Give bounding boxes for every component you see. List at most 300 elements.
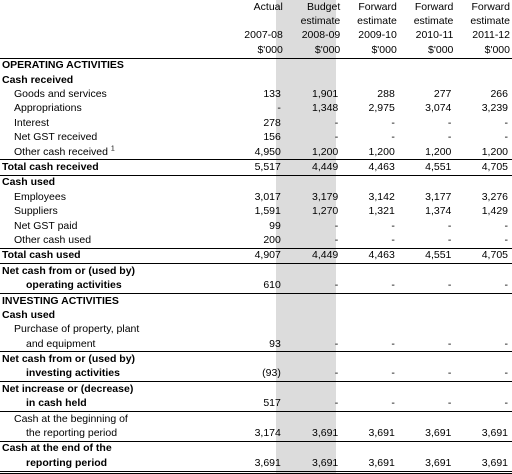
header-label-cell — [0, 43, 228, 58]
value-text: - — [277, 102, 281, 115]
value-cell — [228, 352, 284, 367]
value-cell — [342, 426, 399, 441]
row-label-text: Appropriations — [14, 102, 82, 115]
table-row — [0, 175, 512, 190]
value-cell — [228, 382, 284, 397]
value-text: - — [504, 131, 508, 144]
value-text: 3,691 — [311, 456, 339, 469]
value-text: 1,200 — [311, 145, 339, 158]
value-cell — [342, 116, 399, 130]
value-text: 99 — [269, 219, 281, 232]
value-text: 1,591 — [254, 205, 281, 218]
col-header-unit: $'000 — [399, 43, 456, 58]
table-row — [0, 145, 512, 160]
value-text: - — [334, 219, 339, 232]
value-cell — [455, 233, 512, 248]
value-cell — [455, 264, 512, 279]
value-cell — [399, 102, 456, 116]
table-row — [0, 308, 512, 322]
row-label — [0, 233, 228, 248]
value-cell — [342, 175, 399, 190]
value-text: - — [504, 397, 508, 410]
col-header-line2 — [228, 14, 284, 28]
table-row — [0, 73, 512, 87]
value-text: 4,449 — [311, 160, 339, 173]
col-header-unit: $'000 — [285, 43, 342, 58]
value-cell — [342, 131, 399, 145]
value-text: 1,348 — [311, 102, 339, 115]
row-label — [0, 352, 228, 367]
row-label-text: Cash received — [2, 73, 74, 86]
value-cell — [342, 264, 399, 279]
value-cell — [342, 233, 399, 248]
value-text: - — [447, 397, 452, 410]
header-label-cell — [0, 0, 228, 14]
value-text: - — [334, 116, 339, 129]
value-text: 3,691 — [368, 427, 395, 440]
value-cell — [399, 145, 456, 160]
value-text: 1,200 — [368, 145, 395, 158]
table-row — [0, 293, 512, 308]
row-label-text: Net increase or (decrease) — [2, 382, 134, 395]
value-cell — [342, 352, 399, 367]
value-cell — [285, 116, 342, 130]
value-text: 3,142 — [368, 190, 395, 203]
row-label — [0, 87, 228, 101]
value-text: - — [504, 279, 508, 292]
value-text: - — [447, 367, 452, 380]
table-row — [0, 116, 512, 130]
value-cell — [228, 441, 284, 456]
row-label — [0, 160, 228, 175]
row-label-text: investing activities — [26, 367, 120, 380]
table-row — [0, 352, 512, 367]
value-text: 4,907 — [254, 249, 281, 262]
value-cell — [285, 337, 342, 352]
header-label-cell — [0, 29, 228, 43]
value-cell — [285, 248, 342, 263]
value-cell — [285, 175, 342, 190]
row-label — [0, 323, 228, 337]
value-text: 517 — [263, 397, 281, 410]
value-text: - — [334, 279, 339, 292]
value-cell — [228, 308, 284, 322]
header-row-3 — [0, 29, 512, 43]
row-label — [0, 219, 228, 233]
row-label-text: reporting period — [26, 456, 108, 469]
value-text: 2,975 — [368, 102, 395, 115]
value-cell — [399, 248, 456, 263]
value-cell — [285, 204, 342, 218]
value-cell — [455, 367, 512, 382]
value-cell — [399, 308, 456, 322]
value-cell — [342, 204, 399, 218]
value-cell — [399, 426, 456, 441]
table-row — [0, 233, 512, 248]
table-row — [0, 337, 512, 352]
value-text: 610 — [263, 279, 281, 292]
col-header-year: 2010-11 — [415, 29, 454, 42]
table-row — [0, 160, 512, 175]
table-row — [0, 87, 512, 101]
value-cell — [285, 352, 342, 367]
value-cell — [399, 204, 456, 218]
value-text: - — [391, 233, 395, 246]
value-cell — [285, 87, 342, 101]
header-label-cell — [0, 14, 228, 28]
value-text: - — [447, 131, 452, 144]
value-cell — [228, 58, 284, 73]
row-label — [0, 248, 228, 263]
value-cell — [399, 116, 456, 130]
value-cell — [342, 219, 399, 233]
header-row-units — [0, 43, 512, 58]
value-text: 200 — [263, 233, 281, 246]
col-header-line2: estimate — [300, 15, 341, 28]
value-cell — [342, 367, 399, 382]
value-cell — [228, 73, 284, 87]
table-row — [0, 411, 512, 426]
value-text: 3,017 — [254, 190, 281, 203]
table-row — [0, 367, 512, 382]
row-label — [0, 102, 228, 116]
row-label-text: Purchase of property, plant — [14, 323, 140, 336]
value-cell — [399, 352, 456, 367]
table-row — [0, 278, 512, 293]
value-cell — [228, 426, 284, 441]
col-header-year: 2011-12 — [472, 29, 510, 42]
table-row — [0, 131, 512, 145]
value-text: - — [447, 279, 452, 292]
value-cell — [285, 367, 342, 382]
value-text: - — [504, 116, 508, 129]
value-cell — [455, 278, 512, 293]
table-row — [0, 397, 512, 412]
value-cell — [342, 441, 399, 456]
value-cell — [228, 264, 284, 279]
value-cell — [228, 278, 284, 293]
col-header-unit: $'000 — [455, 43, 512, 58]
value-text: - — [504, 233, 508, 246]
header-row-1 — [0, 0, 512, 14]
value-text: - — [391, 219, 395, 232]
value-cell — [228, 248, 284, 263]
value-text: - — [391, 279, 395, 292]
value-text: 133 — [263, 88, 281, 101]
table-row — [0, 204, 512, 218]
value-cell — [285, 102, 342, 116]
value-text: 1,200 — [425, 145, 452, 158]
value-cell — [285, 426, 342, 441]
value-text: 4,463 — [368, 249, 395, 262]
value-text: 156 — [263, 131, 281, 144]
value-cell — [228, 337, 284, 352]
row-label-text: Cash at the end of the — [2, 442, 112, 455]
row-label — [0, 264, 228, 279]
value-cell — [228, 367, 284, 382]
table-row — [0, 323, 512, 337]
value-text: - — [391, 367, 395, 380]
col-header-line2: estimate — [413, 15, 454, 28]
table-row — [0, 382, 512, 397]
row-label-text: Net cash from or (used by) — [2, 264, 136, 277]
row-label — [0, 308, 228, 322]
col-header-year: 2009-10 — [358, 29, 397, 42]
value-cell — [399, 411, 456, 426]
value-cell — [228, 397, 284, 412]
value-cell — [399, 397, 456, 412]
row-label — [0, 456, 228, 472]
value-text: 288 — [377, 88, 395, 101]
row-label — [0, 131, 228, 145]
value-text: - — [447, 337, 452, 350]
value-text: - — [447, 233, 452, 246]
value-cell — [285, 73, 342, 87]
row-label-text: Employees — [14, 190, 66, 203]
value-text: 3,691 — [425, 456, 452, 469]
value-cell — [285, 131, 342, 145]
value-cell — [285, 190, 342, 204]
value-text: 1,200 — [481, 145, 508, 158]
row-label-text: in cash held — [26, 397, 87, 410]
value-text: 4,463 — [368, 160, 395, 173]
value-cell — [399, 323, 456, 337]
value-cell — [228, 131, 284, 145]
value-cell — [285, 382, 342, 397]
value-cell — [399, 441, 456, 456]
value-text: 4,551 — [425, 249, 452, 262]
value-cell — [342, 397, 399, 412]
value-text: 4,551 — [425, 160, 452, 173]
value-cell — [455, 58, 512, 73]
value-cell — [285, 308, 342, 322]
table-row — [0, 102, 512, 116]
value-cell — [342, 323, 399, 337]
value-cell — [455, 102, 512, 116]
row-label-text: Interest — [14, 116, 50, 129]
value-cell — [455, 248, 512, 263]
value-cell — [228, 204, 284, 218]
value-text: 5,517 — [254, 160, 281, 173]
row-label-text: operating activities — [26, 279, 122, 292]
value-text: 1,901 — [311, 88, 339, 101]
value-cell — [342, 293, 399, 308]
value-text: - — [504, 219, 508, 232]
value-text: 3,174 — [254, 427, 281, 440]
value-cell — [399, 219, 456, 233]
value-cell — [342, 456, 399, 472]
value-cell — [342, 337, 399, 352]
row-label-text: Other cash received — [14, 145, 108, 158]
col-header-line2: estimate — [470, 15, 510, 28]
value-cell — [399, 264, 456, 279]
header-row-2 — [0, 14, 512, 28]
row-label — [0, 411, 228, 426]
value-cell — [399, 233, 456, 248]
value-cell — [399, 278, 456, 293]
value-cell — [342, 145, 399, 160]
value-cell — [342, 248, 399, 263]
value-cell — [228, 219, 284, 233]
value-cell — [399, 456, 456, 472]
row-label — [0, 73, 228, 87]
col-header-unit: $'000 — [342, 43, 399, 58]
row-label-text: Cash at the beginning of — [14, 412, 128, 425]
value-text: 3,691 — [254, 456, 281, 469]
col-header-line1: Forward — [471, 0, 510, 13]
value-text: 3,276 — [481, 190, 508, 203]
value-cell — [228, 102, 284, 116]
row-label-text: Net cash from or (used by) — [2, 353, 136, 366]
table-row — [0, 426, 512, 441]
value-text: 277 — [433, 88, 452, 101]
value-cell — [285, 323, 342, 337]
value-text: 4,449 — [311, 249, 339, 262]
value-text: 3,074 — [425, 102, 452, 115]
value-cell — [399, 73, 456, 87]
row-label-text: Total cash received — [2, 160, 99, 173]
row-label-text: Net GST received — [14, 131, 98, 144]
value-cell — [455, 382, 512, 397]
value-cell — [455, 73, 512, 87]
footnote-marker: 1 — [110, 145, 115, 153]
col-header-unit: $'000 — [228, 43, 284, 58]
col-header-line2: estimate — [357, 15, 397, 28]
value-cell — [342, 160, 399, 175]
row-label — [0, 278, 228, 293]
value-text: 3,691 — [481, 427, 508, 440]
value-text: 4,705 — [481, 160, 508, 173]
value-cell — [285, 441, 342, 456]
value-cell — [342, 190, 399, 204]
value-text: - — [334, 131, 339, 144]
col-header-year: 2007-08 — [244, 29, 283, 42]
value-cell — [455, 441, 512, 456]
row-label — [0, 58, 228, 73]
value-cell — [228, 293, 284, 308]
value-cell — [285, 397, 342, 412]
value-text: 4,705 — [481, 249, 508, 262]
value-cell — [455, 219, 512, 233]
value-text: - — [334, 233, 339, 246]
row-label-text: and equipment — [26, 337, 96, 350]
value-text: 1,374 — [425, 205, 452, 218]
value-cell — [228, 323, 284, 337]
value-text: 3,691 — [481, 456, 508, 469]
value-text: 266 — [490, 88, 508, 101]
value-cell — [399, 293, 456, 308]
value-cell — [285, 456, 342, 472]
value-cell — [285, 264, 342, 279]
value-cell — [455, 397, 512, 412]
value-cell — [455, 131, 512, 145]
row-label — [0, 367, 228, 382]
value-cell — [455, 323, 512, 337]
value-cell — [399, 337, 456, 352]
value-cell — [228, 456, 284, 472]
row-label — [0, 190, 228, 204]
row-label — [0, 293, 228, 308]
value-cell — [455, 352, 512, 367]
value-text: - — [391, 116, 395, 129]
row-label-text: INVESTING ACTIVITIES — [2, 294, 119, 307]
table-row — [0, 248, 512, 263]
value-text: 3,177 — [425, 190, 452, 203]
value-cell — [455, 190, 512, 204]
value-text: 3,691 — [368, 456, 395, 469]
value-cell — [399, 367, 456, 382]
value-text: 3,691 — [311, 427, 339, 440]
value-cell — [285, 160, 342, 175]
value-cell — [399, 131, 456, 145]
value-text: 3,179 — [311, 190, 339, 203]
value-cell — [228, 411, 284, 426]
value-text: - — [391, 131, 395, 144]
value-cell — [228, 175, 284, 190]
col-header-line1: Budget — [306, 0, 341, 13]
table-row — [0, 264, 512, 279]
value-text: - — [391, 337, 395, 350]
row-label-text: Cash used — [2, 176, 56, 189]
value-cell — [342, 73, 399, 87]
value-cell — [455, 308, 512, 322]
value-cell — [228, 233, 284, 248]
row-label — [0, 382, 228, 397]
value-text: - — [391, 397, 395, 410]
value-cell — [455, 116, 512, 130]
value-cell — [342, 87, 399, 101]
value-cell — [399, 58, 456, 73]
value-cell — [285, 219, 342, 233]
row-label-text: Suppliers — [14, 205, 58, 218]
value-text: - — [334, 367, 339, 380]
value-text: 1,321 — [368, 205, 395, 218]
value-cell — [285, 145, 342, 160]
table-row — [0, 456, 512, 472]
value-cell — [228, 190, 284, 204]
value-text: 93 — [269, 337, 281, 350]
value-cell — [285, 233, 342, 248]
value-cell — [228, 160, 284, 175]
row-label-text: Goods and services — [14, 88, 107, 101]
value-cell — [455, 87, 512, 101]
row-label-text: Net GST paid — [14, 219, 78, 232]
value-cell — [342, 102, 399, 116]
value-text: 3,239 — [481, 102, 508, 115]
row-label-text: Total cash used — [2, 249, 81, 262]
col-header-line1: Forward — [414, 0, 454, 13]
value-cell — [399, 87, 456, 101]
col-header-line1: Forward — [358, 0, 397, 13]
value-text: - — [334, 397, 339, 410]
value-text: 1,270 — [311, 205, 339, 218]
col-header-year: 2008-09 — [301, 29, 341, 42]
value-cell — [455, 426, 512, 441]
value-cell — [455, 337, 512, 352]
row-label-text: the reporting period — [26, 427, 118, 440]
table-row — [0, 58, 512, 73]
value-cell — [399, 382, 456, 397]
value-cell — [228, 87, 284, 101]
value-cell — [399, 175, 456, 190]
row-label — [0, 441, 228, 456]
row-label — [0, 337, 228, 352]
value-cell — [342, 411, 399, 426]
row-label — [0, 145, 228, 160]
value-cell — [285, 293, 342, 308]
row-label — [0, 426, 228, 441]
row-label — [0, 175, 228, 190]
